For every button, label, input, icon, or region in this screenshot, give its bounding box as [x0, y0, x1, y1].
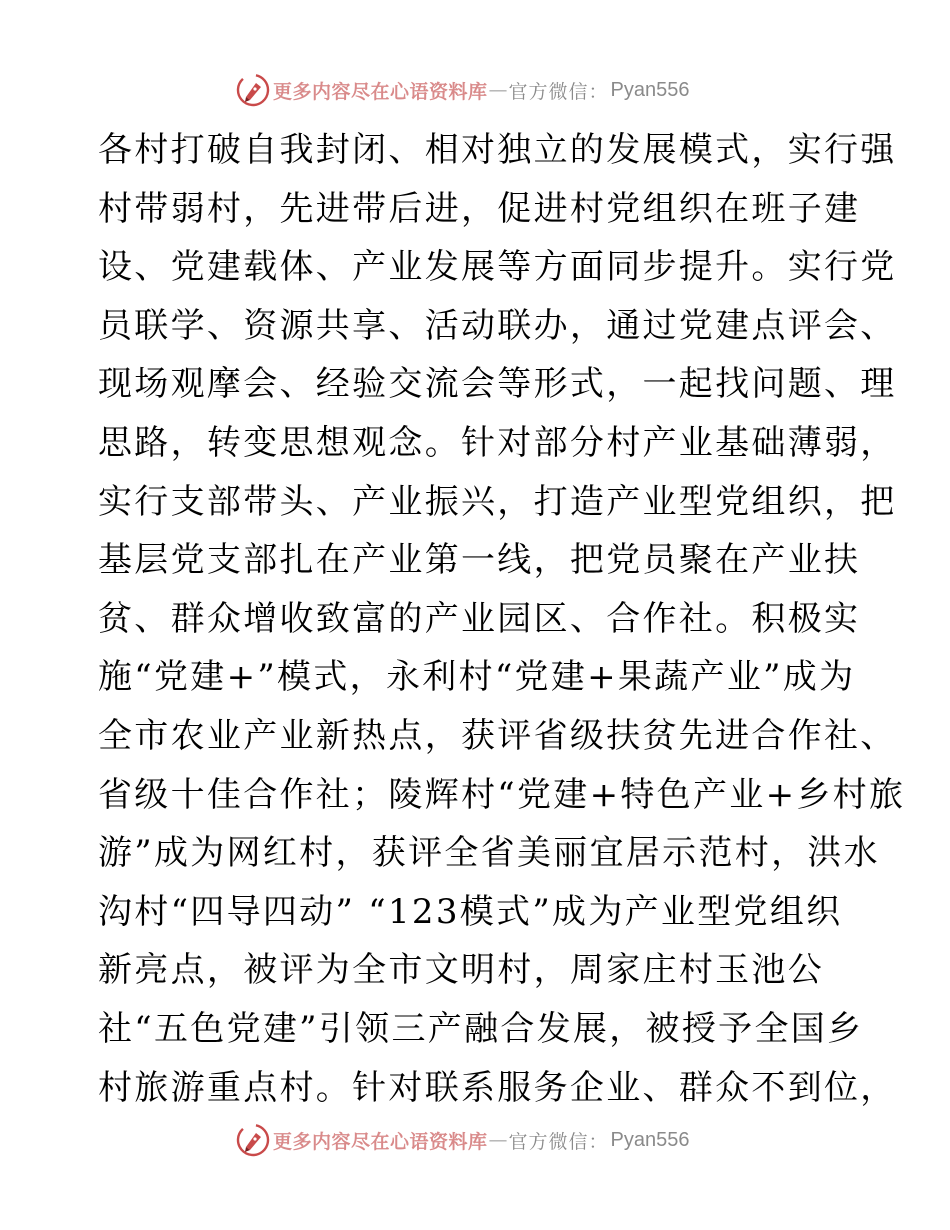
- watermark-separator: —: [488, 1129, 508, 1151]
- footer-watermark: [236, 1123, 690, 1157]
- text-line: 游”成为网红村，获评全省美丽宜居示范村，洪水: [98, 833, 880, 874]
- watermark-label: 官方微信：: [508, 80, 609, 103]
- text-line: 现场观摩会、经验交流会等形式，一起找问题、理: [98, 364, 897, 405]
- watermark-wechat-id: Pyan556: [610, 1128, 690, 1151]
- watermark-wechat-id: Pyan556: [610, 78, 690, 101]
- text-line: 贫、群众增收致富的产业园区、合作社。积极实: [98, 598, 861, 639]
- watermark-label: 官方微信：: [508, 1130, 609, 1153]
- pen-nib-logo-icon: [236, 73, 270, 107]
- text-line: 施“党建+”模式，永利村“党建+果蔬产业”成为: [98, 657, 856, 698]
- watermark-site-text: 更多内容尽在心语资料库: [273, 80, 488, 103]
- document-body: [98, 121, 906, 1117]
- text-line: 基层党支部扎在产业第一线，把党员聚在产业扶: [98, 540, 861, 581]
- text-line: 省级十佳合作社；陵辉村“党建+特色产业+乡村旅: [98, 774, 906, 815]
- text-line: 各村打破自我封闭、相对独立的发展模式，实行强: [98, 130, 897, 170]
- text-line: 员联学、资源共享、活动联办，通过党建点评会、: [98, 305, 897, 346]
- text-line: 社“五色党建”引领三产融合发展，被授予全国乡: [98, 1008, 864, 1049]
- text-line: 村旅游重点村。针对联系服务企业、群众不到位，: [98, 1067, 897, 1108]
- text-line: 新亮点，被评为全市文明村，周家庄村玉池公: [98, 950, 824, 991]
- text-line: 思路，转变思想观念。针对部分村产业基础薄弱，: [98, 422, 897, 463]
- header-watermark: [236, 73, 690, 107]
- text-line: 全市农业产业新热点，获评省级扶贫先进合作社、: [98, 715, 897, 756]
- text-line: 实行支部带头、产业振兴，打造产业型党组织，把: [98, 481, 897, 522]
- text-line: 村带弱村，先进带后进，促进村党组织在班子建: [98, 188, 861, 229]
- text-line: 设、党建载体、产业发展等方面同步提升。实行党: [98, 247, 897, 288]
- watermark-site-text: 更多内容尽在心语资料库: [273, 1130, 488, 1153]
- pen-nib-logo-icon: [236, 1123, 270, 1157]
- text-line: 沟村“四导四动” “123模式”成为产业型党组织: [98, 891, 843, 932]
- watermark-separator: —: [488, 79, 508, 101]
